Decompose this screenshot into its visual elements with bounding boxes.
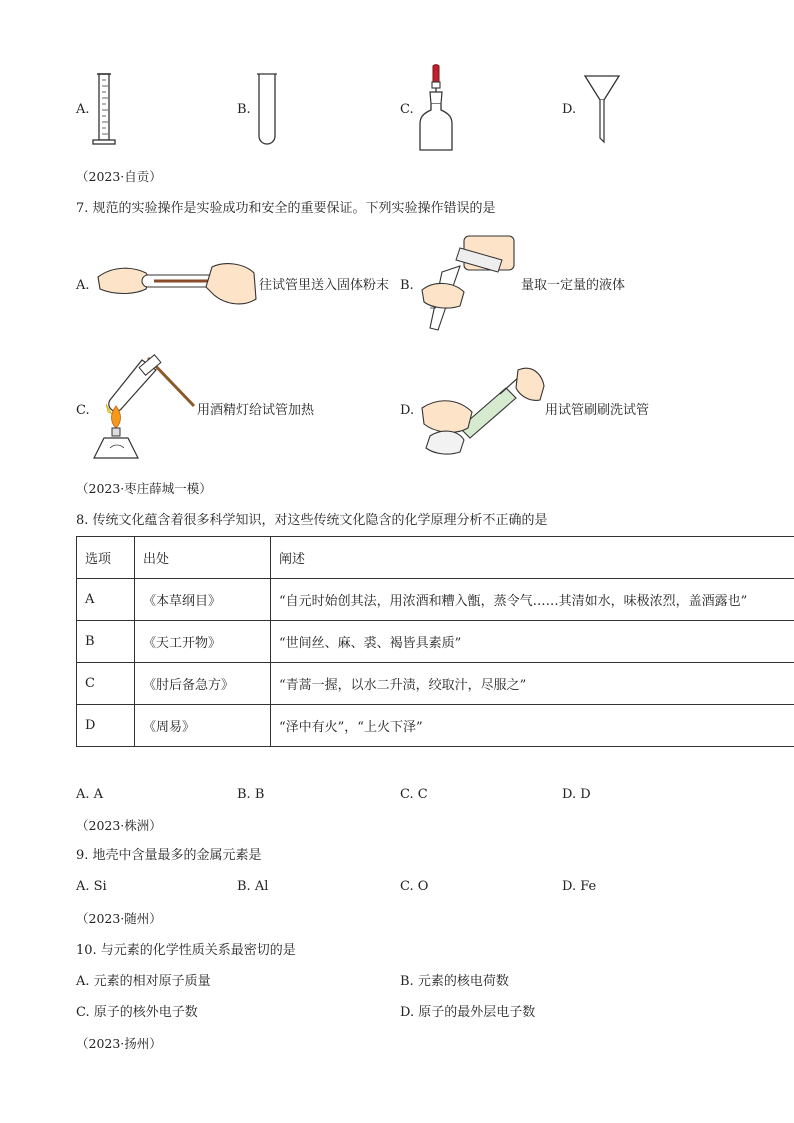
row-option: B [77, 621, 135, 663]
row-source: 《周易》 [135, 705, 271, 747]
q7-option-b-letter: B. [400, 278, 414, 293]
q10-answer-d: D. 原子的最外层电子数 [400, 1005, 536, 1020]
q10-answer-c: C. 原子的核外电子数 [76, 1005, 198, 1020]
row-source: 《肘后备急方》 [135, 663, 271, 705]
q8-table [76, 536, 794, 747]
row-source: 《本草纲目》 [135, 579, 271, 621]
row-option: C [77, 663, 135, 705]
liquid-measuring-image [420, 232, 520, 338]
q6-option-d-letter: D. [562, 102, 577, 117]
q9-answer-a: A. Si [76, 879, 107, 894]
q7-option-a-text: 往试管里送入固体粉末 [259, 278, 390, 293]
tube-brushing-image [420, 366, 546, 458]
q7-option-c-letter: C. [76, 403, 90, 418]
q10-answer-b: B. 元素的核电荷数 [400, 974, 509, 989]
source-q9: （2023·株洲） [76, 818, 162, 833]
source-q8: （2023·枣庄薛城一模） [76, 481, 212, 496]
funnel-icon [582, 72, 622, 148]
q7-option-d-text: 用试管刷刷洗试管 [545, 403, 650, 418]
q6-option-b-letter: B. [237, 102, 251, 117]
q8-answer-c: C. C [400, 787, 428, 802]
source-q7: （2023·自贡） [76, 169, 162, 184]
header-description: 阐述 [271, 537, 794, 579]
row-option: D [77, 705, 135, 747]
q9-stem: 9. 地壳中含量最多的金属元素是 [76, 848, 262, 863]
q7-option-d-letter: D. [400, 403, 415, 418]
test-tube-icon [256, 72, 278, 148]
table-row [77, 705, 794, 747]
q6-option-a-letter: A. [76, 102, 90, 117]
dropper-bottle-icon [416, 62, 456, 154]
source-q10: （2023·随州） [76, 911, 162, 926]
powder-insertion-image [94, 255, 260, 315]
q10-answer-a: A. 元素的相对原子质量 [76, 974, 211, 989]
q9-answer-b: B. Al [237, 879, 269, 894]
q6-option-c-letter: C. [400, 102, 414, 117]
source-q11: （2023·扬州） [76, 1036, 162, 1051]
q9-answer-c: C. O [400, 879, 429, 894]
q8-answer-a: A. A [76, 787, 104, 802]
q7-option-c-text: 用酒精灯给试管加热 [197, 403, 315, 418]
q7-option-a-letter: A. [76, 278, 90, 293]
table-row [77, 579, 794, 621]
test-tube-heating-image [90, 352, 198, 470]
row-option: A [77, 579, 135, 621]
row-source: 《天工开物》 [135, 621, 271, 663]
header-option: 选项 [77, 537, 135, 579]
q8-stem: 8. 传统文化蕴含着很多科学知识，对这些传统文化隐含的化学原理分析不正确的是 [76, 513, 548, 528]
q7-option-b-text: 量取一定量的液体 [521, 278, 626, 293]
q8-answer-b: B. B [237, 787, 265, 802]
table-header-row [77, 537, 794, 579]
row-description: “泽中有火”，“上火下泽” [271, 705, 794, 747]
q8-answer-d: D. D [562, 787, 591, 802]
table-row [77, 663, 794, 705]
q10-stem: 10. 与元素的化学性质关系最密切的是 [76, 943, 296, 958]
row-description: “世间丝、麻、裘、褐皆具素质” [271, 621, 794, 663]
header-source: 出处 [135, 537, 271, 579]
row-description: “自元时始创其法，用浓酒和糟入甑，蒸令气……其清如水，味极浓烈，盖酒露也” [271, 579, 794, 621]
q7-stem: 7. 规范的实验操作是实验成功和安全的重要保证。下列实验操作错误的是 [76, 201, 496, 216]
row-description: “青蒿一握，以水二升渍，绞取汁，尽服之” [271, 663, 794, 705]
graduated-cylinder-icon [92, 72, 122, 148]
q9-answer-d: D. Fe [562, 879, 597, 894]
table-row [77, 621, 794, 663]
